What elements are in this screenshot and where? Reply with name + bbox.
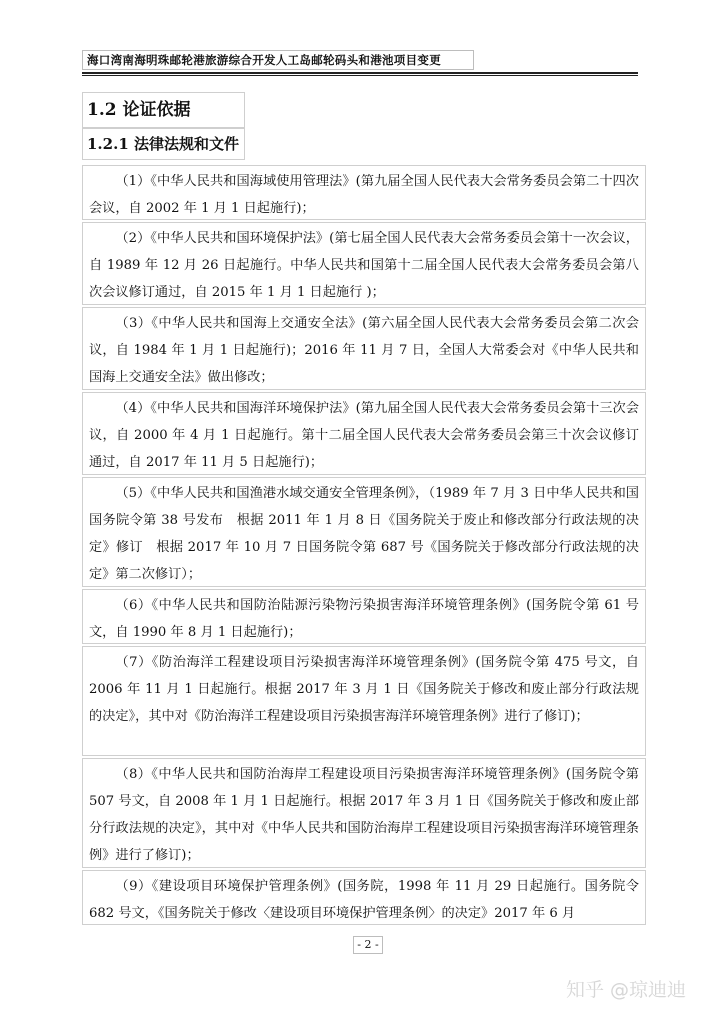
law-item-6: （6）《中华人民共和国防治陆源污染物污染损害海洋环境管理条例》(国务院令第 61 号文，自 1990 年 8 月 1 日起施行)；: [82, 589, 646, 644]
subsection-heading: 1.2.1 法律法规和文件: [82, 128, 245, 160]
law-item-4: （4）《中华人民共和国海洋环境保护法》(第九届全国人民代表大会常务委员会第十三次会议，自 2000 年 4 月 1 日起施行。第十二届全国人民代表大会常务委员会第三十次会议修订通过，自 2017 年 11 月 5 日起施行)；: [82, 392, 646, 475]
section-heading: 1.2 论证依据: [82, 92, 245, 128]
watermark: 知乎 @琼迪迪: [566, 979, 687, 1001]
law-item-9: （9）《建设项目环境保护管理条例》(国务院，1998 年 11 月 29 日起施行。国务院令 682 号文，《国务院关于修改〈建设项目环境保护管理条例〉的决定》2017 年 6 月: [82, 870, 646, 925]
law-item-8: （8）《中华人民共和国防治海岸工程建设项目污染损害海洋环境管理条例》(国务院令第 507 号文，自 2008 年 1 月 1 日起施行。根据 2017 年 3 月 1 日《国务院关于修改和废止部分行政法规的决定》，其中对《中华人民共和国防治海岸工程建设项目污染损害海洋环境管理条例》进行了修订)；: [82, 758, 646, 868]
law-item-3: （3）《中华人民共和国海上交通安全法》(第六届全国人民代表大会常务委员会第二次会议，自 1984 年 1 月 1 日起施行)；2016 年 11 月 7 日，全国人大常委会对《中华人民共和国海上交通安全法》做出修改；: [82, 307, 646, 390]
law-item-2: （2）《中华人民共和国环境保护法》(第七届全国人民代表大会常务委员会第十一次会议，自 1989 年 12 月 26 日起施行。中华人民共和国第十二届全国人民代表大会常务委员会第八次会议修订通过，自 2015 年 1 月 1 日起施行 )；: [82, 222, 646, 305]
header-rule-thin: [82, 75, 638, 76]
law-item-5: （5）《中华人民共和国渔港水域交通安全管理条例》，（1989 年 7 月 3 日中华人民共和国国务院令第 38 号发布 根据 2011 年 1 月 8 日《国务院关于废止和修改部分行政法规的决定》修订 根据 2017 年 10 月 7 日国务院令第 687 号《国务院关于修改部分行政法规的决定》第二次修订）；: [82, 477, 646, 587]
header-rule: [82, 72, 638, 74]
law-item-1: （1）《中华人民共和国海域使用管理法》(第九届全国人民代表大会常务委员会第二十四次会议，自 2002 年 1 月 1 日起施行)；: [82, 165, 646, 220]
law-item-7: （7）《防治海洋工程建设项目污染损害海洋环境管理条例》(国务院令第 475 号文，自 2006 年 11 月 1 日起施行。根据 2017 年 3 月 1 日《国务院关于修改和废止部分行政法规的决定》，其中对《防治海洋工程建设项目污染损害海洋环境管理条例》进行了修订)；: [82, 646, 646, 756]
page-number: - 2 -: [353, 936, 383, 954]
document-header-title: 海口湾南海明珠邮轮港旅游综合开发人工岛邮轮码头和港池项目变更: [82, 50, 474, 70]
